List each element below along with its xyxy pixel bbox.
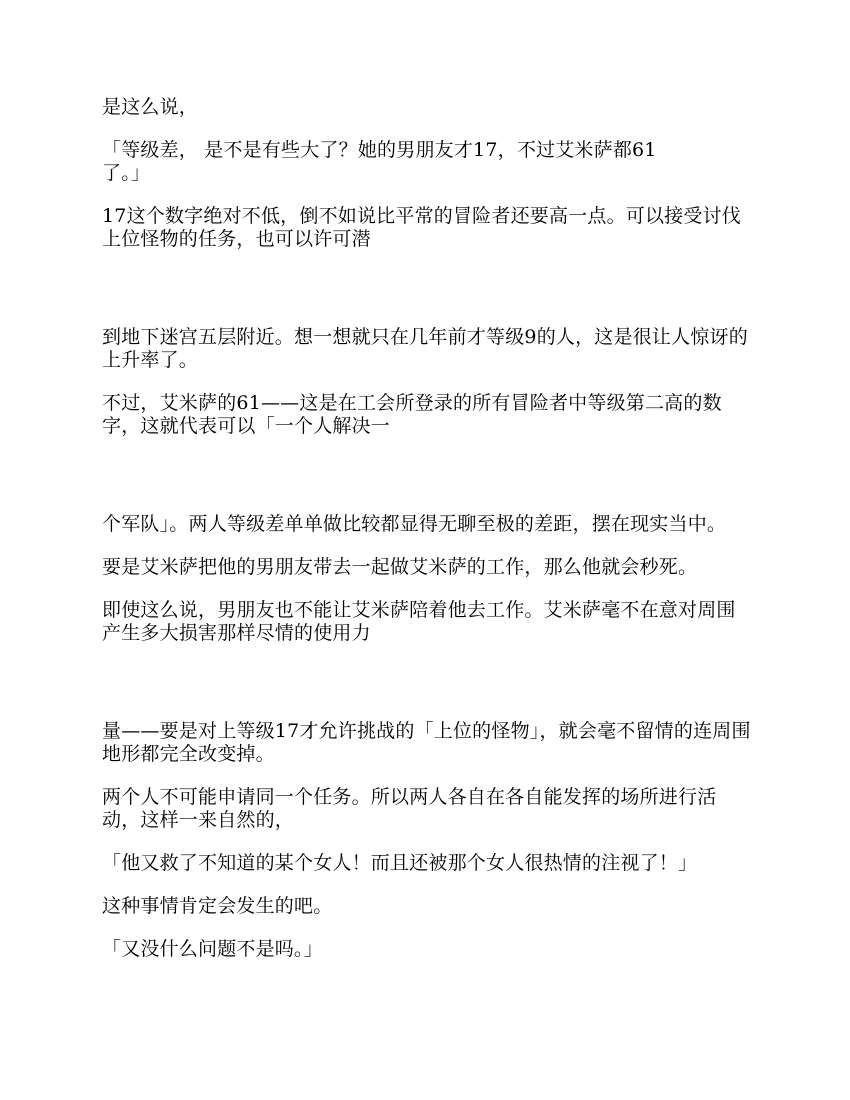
paragraph-10: 两个人不可能申请同一个任务。所以两人各自在各自能发挥的场所进行活动，这样一来自然的， [102, 786, 717, 831]
paragraph-13: 「又没什么问题不是吗。」 [102, 938, 323, 960]
paragraph-11: 「他又救了不知道的某个女人！而且还被那个女人很热情的注视了！」 [102, 852, 698, 874]
paragraph-9: 量——要是对上等级17才允许挑战的「上位的怪物」，就会毫不留情的连周围地形都完全改变掉。 [102, 720, 751, 765]
paragraph-2: 「等级差， 是不是有些大了？她的男朋友才17，不过艾米萨都61 了。」 [102, 139, 657, 184]
paragraph-6: 个军队」。两人等级差单单做比较都显得无聊至极的差距，摆在现实当中。 [102, 513, 727, 535]
paragraph-5: 不过，艾米萨的61——这是在工会所登录的所有冒险者中等级第二高的数字，这就代表可以「一个人解决一 [102, 392, 722, 437]
document-page [102, 96, 752, 961]
paragraph-4: 到地下迷宫五层附近。想一想就只在几年前才等级9的人，这是很让人惊讶的上升率了。 [102, 326, 748, 371]
paragraph-8: 即使这么说，男朋友也不能让艾米萨陪着他去工作。艾米萨毫不在意对周围产生多大损害那样尽情的使用力 [102, 599, 736, 644]
paragraph-12: 这种事情肯定会发生的吧。 [102, 895, 333, 917]
paragraph-3: 17这个数字绝对不低，倒不如说比平常的冒险者还要高一点。可以接受讨伐上位怪物的任务，也可以许可潜 [102, 205, 741, 250]
paragraph-1: 是这么说， [102, 96, 199, 118]
paragraph-7: 要是艾米萨把他的男朋友带去一起做艾米萨的工作，那么他就会秒死。 [102, 556, 698, 578]
